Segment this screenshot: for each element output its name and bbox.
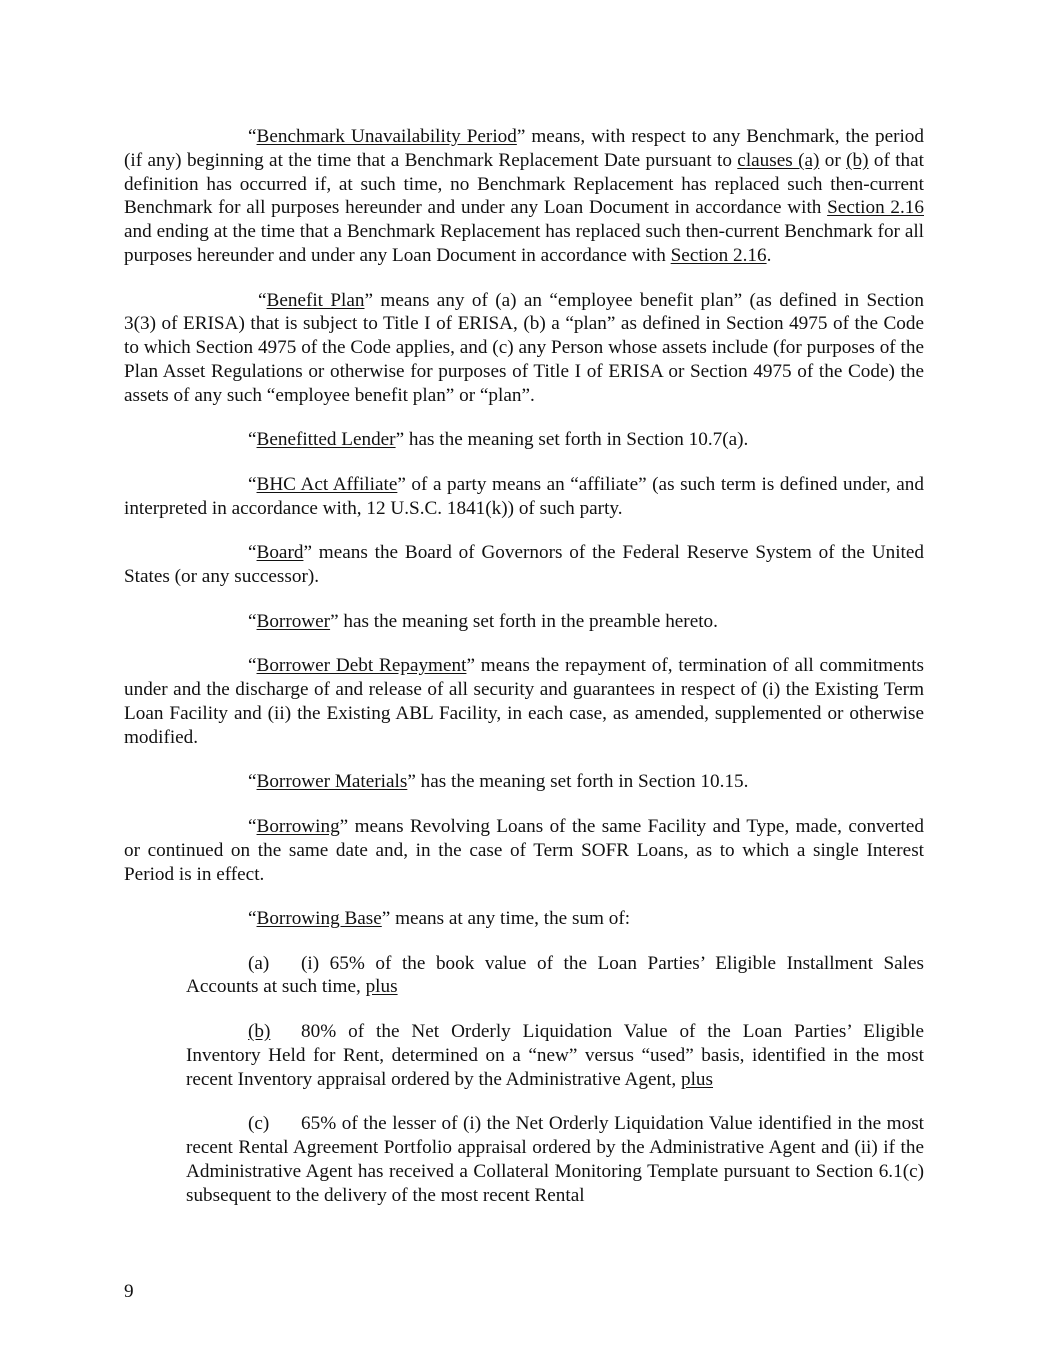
- clause-b: (b) 80% of the Net Orderly Liquidation Value of the Loan Parties’ Eligible Inventory Held for Rent, determined on a “new” versus “used” basis, identified in the most recent Inventory appraisal ordered by the Administrative Agent, plus: [186, 1021, 924, 1090]
- cross-reference: (b): [846, 149, 869, 171]
- defined-term: Benefitted Lender: [256, 429, 396, 451]
- defined-term: Borrowing: [256, 815, 340, 837]
- defined-term: Benchmark Unavailability Period: [256, 126, 517, 147]
- clause-c: (c) 65% of the lesser of (i) the Net Orderly Liquidation Value identified in the most recent Rental Agreement Portfolio appraisal ordered by the Administrative Agent and (ii) if the Administrative Agent has received a Collateral Monitoring Template pursuant to Section 6.1(c) subsequent to the delivery of the most recent Rental: [186, 1113, 924, 1206]
- cross-reference: Section 2.16: [670, 244, 767, 266]
- page-number: 9: [124, 1281, 134, 1302]
- defined-term: Borrower Materials: [256, 771, 408, 793]
- definition-benefit-plan: “Benefit Plan” means any of (a) an “employee benefit plan” (as defined in Section 3(3) of ERISA) that is subject to Title I of ERISA, (b) a “plan” as defined in Section 4975 of the Code to which Section 4975 of the Code applies, and (c) any Person whose assets include (for purposes of the Plan Asset Regulations or otherwise for purposes of Title I of ERISA or Section 4975 of the Code) the assets of any such “employee benefit plan” or “plan”.: [124, 289, 924, 406]
- defined-term: Borrower Debt Repayment: [256, 655, 467, 677]
- definition-borrowing-base: “Borrowing Base” means at any time, the sum of:: [248, 908, 631, 930]
- definition-borrower-debt-repayment: “Borrower Debt Repayment” means the repayment of, termination of all commitments under and the discharge of and release of all security and guarantees in respect of (i) the Existing Term Loan Facility and (ii) the Existing ABL Facility, in each case, as amended, supplemented or otherwise modified.: [124, 655, 924, 748]
- definition-benchmark-unavailability-period: “Benchmark Unavailability Period” means, with respect to any Benchmark, the period (if any) beginning at the time that a Benchmark Replacement Date pursuant to clauses (a) or (b) of that definition has occurred if, at such time, no Benchmark Replacement has replaced such then-current Benchmark for all purposes hereunder and under any Loan Document in accordance with Section 2.16 and ending at the time that a Benchmark Replacement has replaced such then-current Benchmark for all purposes hereunder and under any Loan Document in accordance with Section 2.16.: [124, 126, 924, 266]
- cross-reference: Section 2.16: [827, 197, 924, 219]
- clause-a: (a) (i) 65% of the book value of the Loan Parties’ Eligible Installment Sales Accounts at such time, plus: [186, 952, 924, 998]
- definition-borrowing: “Borrowing” means Revolving Loans of the same Facility and Type, made, converted or continued on the same date and, in the case of Term SOFR Loans, as to which a single Interest Period is in effect.: [124, 815, 924, 885]
- defined-term: BHC Act Affiliate: [256, 473, 398, 495]
- defined-term: Borrower: [256, 610, 331, 632]
- document-body: [124, 125, 924, 1228]
- definition-borrower-materials: “Borrower Materials” has the meaning set forth in Section 10.15.: [248, 771, 749, 793]
- definition-borrower: “Borrower” has the meaning set forth in the preamble hereto.: [248, 610, 718, 632]
- clause-label: (c): [248, 1113, 270, 1135]
- clause-conjunction: plus: [365, 976, 398, 998]
- clause-conjunction: plus: [681, 1068, 713, 1090]
- definition-board: “Board” means the Board of Governors of the Federal Reserve System of the United States (or any successor).: [124, 542, 924, 588]
- defined-term: Benefit Plan: [266, 289, 365, 311]
- clause-label: (a): [248, 952, 270, 974]
- definition-bhc-act-affiliate: “BHC Act Affiliate” of a party means an “affiliate” (as such term is defined under, and interpreted in accordance with, 12 U.S.C. 1841(k)) of such party.: [124, 473, 924, 519]
- definition-benefitted-lender: “Benefitted Lender” has the meaning set forth in Section 10.7(a).: [248, 429, 749, 451]
- defined-term: Board: [256, 542, 304, 564]
- cross-reference: clauses (a): [737, 149, 820, 171]
- defined-term: Borrowing Base: [256, 908, 382, 930]
- clause-label: (b): [248, 1021, 271, 1043]
